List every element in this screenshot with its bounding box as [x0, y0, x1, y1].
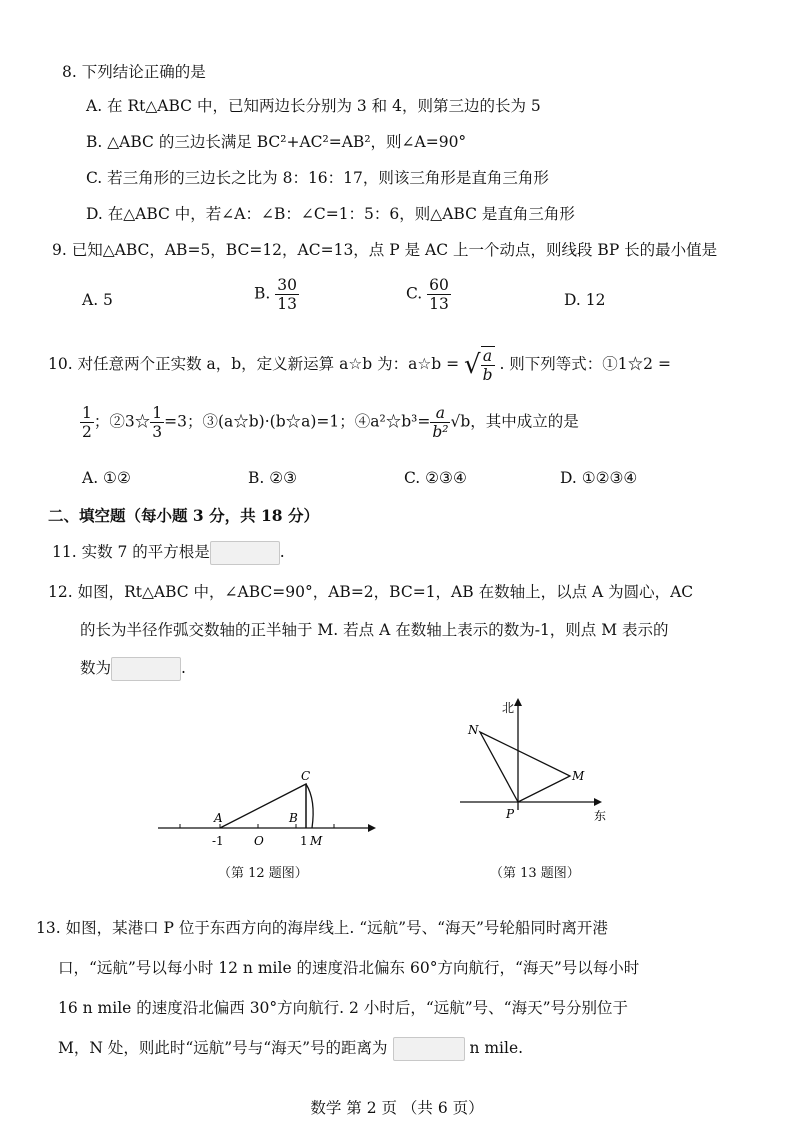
q13-line4-text: M，N 处，则此时“远航”号与“海天”号的距离为 — [58, 1039, 388, 1057]
q8-option-a: A. 在 Rt△ABC 中，已知两边长分别为 3 和 4，则第三边的长为 5 — [86, 97, 541, 115]
fraction-numerator: 1 — [82, 404, 92, 422]
q10-option-b: B. ②③ — [248, 469, 298, 487]
fraction-numerator: 1 — [152, 404, 163, 422]
east-arrow-icon — [594, 798, 602, 806]
q9-option-c-label: C. — [406, 284, 423, 303]
q13-line2: 口，“远航”号以每小时 12 n mile 的速度沿北偏东 60°方向航行，“海天”号以每小时 — [58, 959, 640, 977]
q10-item2-text: ；②3☆ — [93, 412, 151, 431]
q10-item4-text: √b，其中成立的是 — [450, 412, 579, 431]
q10-fraction-3 — [430, 404, 450, 441]
q12-line2: 的长为半径作弧交数轴的正半轴于 M. 若点 A 在数轴上表示的数为-1，则点 M 表示的 — [80, 621, 669, 639]
q10-stem-part2: . 则下列等式：①1☆2 = — [499, 355, 671, 373]
q12-line3: 数为 . — [80, 657, 186, 681]
q11-answer-blank[interactable] — [210, 541, 280, 565]
q13-line1: 13. 如图，某港口 P 位于东西方向的海岸线上. “远航”号、“海天”号轮船同时离开港 — [36, 919, 608, 937]
fraction-denominator: 13 — [429, 295, 449, 313]
fraction-numerator: 30 — [277, 276, 297, 294]
q12-line1: 12. 如图，Rt△ABC 中，∠ABC=90°，AB=2，BC=1，AB 在数轴上，以点 A 为圆心，AC — [48, 583, 694, 601]
q8-option-c: C. 若三角形的三边长之比为 8：16：17，则该三角形是直角三角形 — [86, 169, 549, 187]
label-c: C — [301, 769, 311, 783]
q13-line3: 16 n mile 的速度沿北偏西 30°方向航行. 2 小时后，“远航”号、“海天”号分别位于 — [58, 999, 629, 1017]
q9-option-a: A. 5 — [82, 291, 113, 309]
figure-12 — [150, 760, 380, 850]
fraction-denominator: 2 — [82, 423, 92, 441]
fraction-numerator: a — [430, 404, 450, 423]
label-a: A — [214, 811, 223, 825]
figure-12-caption: （第 12 题图） — [218, 866, 308, 881]
q11-stem: 11. 实数 7 的平方根是 — [52, 543, 210, 561]
label-north: 北 — [502, 701, 515, 715]
q12-answer-blank[interactable] — [111, 657, 181, 681]
q10-option-a: A. ①② — [82, 469, 131, 487]
fraction-numerator: a — [481, 347, 495, 366]
label-m: M — [572, 769, 585, 783]
axis-arrow-icon — [368, 824, 376, 832]
north-arrow-icon — [514, 698, 522, 706]
q10-option-c: C. ②③④ — [404, 469, 467, 487]
label-n: N — [468, 723, 479, 737]
q9-option-b-fraction — [275, 276, 299, 313]
q9-option-c — [406, 276, 451, 313]
fraction-numerator: 60 — [429, 276, 449, 294]
q10-line2 — [80, 404, 579, 441]
fraction-denominator: 13 — [277, 295, 297, 313]
label-m: M — [310, 834, 323, 848]
figure-13 — [452, 692, 622, 832]
q12-line3-text: 数为 — [80, 659, 112, 677]
q10-line1 — [48, 346, 671, 384]
q10-item3-text: =3；③(a☆b)·(b☆a)=1；④a²☆b³= — [164, 412, 431, 431]
q11: 11. 实数 7 的平方根是 . — [52, 541, 285, 565]
q13-unit: n mile. — [469, 1039, 524, 1057]
q8-option-b: B. △ABC 的三边长满足 BC²+AC²=AB²，则∠A=90° — [86, 133, 467, 151]
q9-option-b — [254, 276, 299, 313]
q10-fraction-2 — [150, 404, 164, 441]
label-o: O — [254, 834, 264, 848]
q8-stem: 8. 下列结论正确的是 — [62, 63, 206, 81]
q10-stem-part1: 10. 对任意两个正实数 a，b，定义新运算 a☆b 为：a☆b = — [48, 355, 460, 373]
label-b: B — [289, 811, 298, 825]
figure-13-caption: （第 13 题图） — [490, 866, 580, 881]
fraction-denominator: 3 — [152, 423, 163, 441]
q10-fraction-1 — [80, 404, 94, 441]
page-footer: 数学 第 2 页 （共 6 页） — [310, 1099, 484, 1117]
q9-option-d: D. 12 — [564, 291, 606, 309]
q8-option-d: D. 在△ABC 中，若∠A：∠B：∠C=1：5：6，则△ABC 是直角三角形 — [86, 205, 575, 223]
q13-line4 — [58, 1037, 523, 1061]
label-p: P — [506, 807, 515, 821]
fraction-denominator: b — [482, 366, 493, 384]
q13-answer-blank[interactable] — [393, 1037, 465, 1061]
q9-option-b-label: B. — [254, 284, 271, 303]
q9-option-c-fraction — [427, 276, 451, 313]
q10-option-d: D. ①②③④ — [560, 469, 638, 487]
section-heading: 二、填空题（每小题 3 分，共 18 分） — [48, 506, 319, 525]
fraction-denominator: b² — [432, 423, 449, 441]
arc-ac — [306, 784, 313, 828]
q9-stem: 9. 已知△ABC，AB=5，BC=12，AC=13，点 P 是 AC 上一个动点，则线段 BP 长的最小值是 — [52, 241, 718, 259]
sqrt-expression: √ $\frac{a}{b}$ — [464, 347, 493, 384]
label-neg1: -1 — [212, 834, 224, 848]
triangle-pnm — [480, 732, 570, 802]
label-east: 东 — [594, 809, 607, 823]
label-one: 1 — [300, 834, 308, 848]
